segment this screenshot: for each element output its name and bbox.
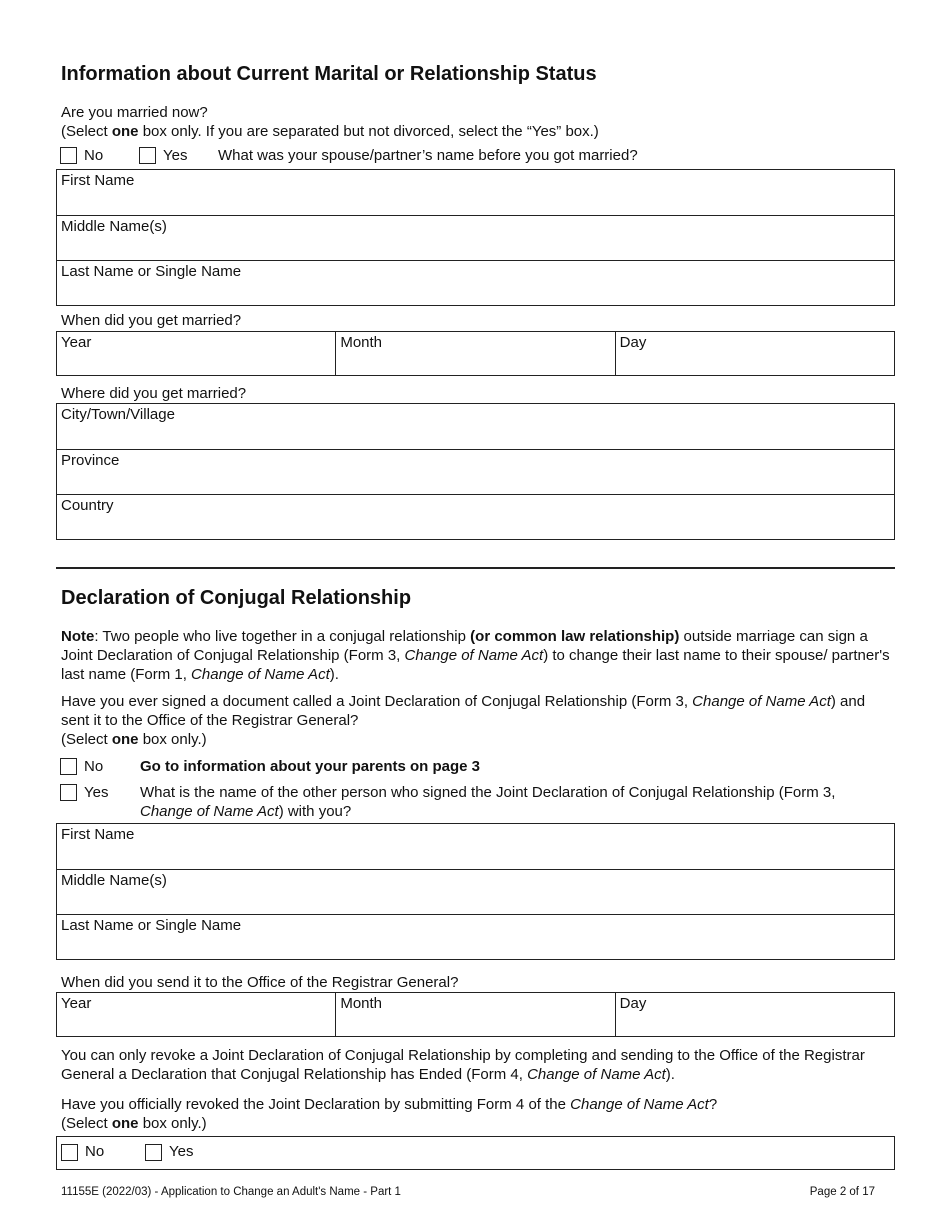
section-divider [56, 567, 895, 569]
marriage-date-question: When did you get married? [61, 312, 242, 329]
joint-declaration-instruction: (Select one box only.) [61, 731, 207, 748]
marriage-country-field[interactable] [57, 494, 894, 539]
send-date-question: When did you send it to the Office of the Registrar General? [61, 974, 459, 991]
field-label: Month [340, 334, 383, 351]
marriage-year-field[interactable] [57, 332, 335, 375]
declaration-no-instruction: Go to information about your parents on page 3 [140, 758, 481, 775]
married-no-checkbox[interactable] [60, 147, 77, 164]
partner-name-fields [56, 823, 895, 960]
married-yes-label: Yes [163, 147, 188, 164]
conjugal-note: Note: Two people who live together in a conjugal relationship (or common law relationship) outside marriage can sign a Joint Declaration of Conjugal Relationship (Form 3, Change of Name Act) to change their last name to their spouse/ partner's last name (Form 1, Change of Name Act). [61, 628, 890, 683]
marriage-day-field[interactable] [615, 332, 894, 375]
declaration-yes-label: Yes [84, 784, 109, 801]
field-label: City/Town/Village [61, 406, 175, 423]
declaration-yes-question: What is the name of the other person who signed the Joint Declaration of Conjugal Relationship (Form 3, Change of Name Act) with you? [140, 784, 836, 820]
field-label: First Name [61, 172, 135, 189]
field-label: Year [61, 995, 92, 1012]
revoked-no-checkbox[interactable] [61, 1144, 78, 1161]
field-label: Country [61, 497, 114, 514]
declaration-no-checkbox[interactable] [60, 758, 77, 775]
send-month-field[interactable] [335, 993, 614, 1036]
send-year-field[interactable] [57, 993, 335, 1036]
revoked-instruction: (Select one box only.) [61, 1115, 207, 1132]
marriage-province-field[interactable] [57, 449, 894, 494]
marriage-month-field[interactable] [335, 332, 614, 375]
field-label: Province [61, 452, 120, 469]
marriage-city-field[interactable] [57, 404, 894, 449]
page-number: Page 2 of 17 [809, 1186, 875, 1198]
partner-middle-name-field[interactable] [57, 869, 894, 914]
revoked-question: Have you officially revoked the Joint Declaration by submitting Form 4 of the Change of Name Act? [61, 1096, 718, 1113]
married-question: Are you married now? [61, 104, 208, 121]
field-label: Middle Name(s) [61, 218, 167, 235]
declaration-no-label: No [84, 758, 104, 775]
form-identifier: 11155E (2022/03) - Application to Change an Adult's Name - Part 1 [61, 1186, 401, 1198]
field-label: Last Name or Single Name [61, 917, 242, 934]
field-label: Day [619, 334, 647, 351]
spouse-name-question: What was your spouse/partner’s name before you got married? [218, 147, 638, 164]
married-instruction: (Select one box only. If you are separated but not divorced, select the “Yes” box.) [61, 123, 599, 140]
conjugal-heading: Declaration of Conjugal Relationship [61, 587, 412, 609]
marriage-place-fields [56, 403, 895, 540]
partner-last-name-field[interactable] [57, 914, 894, 959]
field-label: Day [619, 995, 647, 1012]
marriage-place-question: Where did you get married? [61, 385, 247, 402]
field-label: Year [61, 334, 92, 351]
marriage-date-fields [56, 331, 895, 376]
partner-first-name-field[interactable] [57, 824, 894, 869]
spouse-middle-name-field[interactable] [57, 215, 894, 260]
spouse-last-name-field[interactable] [57, 260, 894, 305]
send-date-fields [56, 992, 895, 1037]
revoke-info: You can only revoke a Joint Declaration of Conjugal Relationship by completing and sending to the Office of the Registrar General a Declaration that Conjugal Relationship has Ended (Form 4, Change of Name Act). [61, 1047, 865, 1083]
married-no-label: No [84, 147, 104, 164]
spouse-name-fields [56, 169, 895, 306]
field-label: Month [340, 995, 383, 1012]
field-label: First Name [61, 826, 135, 843]
marital-heading: Information about Current Marital or Relationship Status [61, 63, 597, 85]
field-label: Last Name or Single Name [61, 263, 242, 280]
joint-declaration-question: Have you ever signed a document called a Joint Declaration of Conjugal Relationship (Form 3, Change of Name Act) and sent it to the Office of the Registrar General? [61, 693, 866, 729]
spouse-first-name-field[interactable] [57, 170, 894, 215]
field-label: Middle Name(s) [61, 872, 167, 889]
revoked-yes-checkbox[interactable] [145, 1144, 162, 1161]
married-yes-checkbox[interactable] [139, 147, 156, 164]
declaration-yes-checkbox[interactable] [60, 784, 77, 801]
revoked-yes-label: Yes [169, 1143, 194, 1160]
send-day-field[interactable] [615, 993, 894, 1036]
revoked-options-box [56, 1136, 895, 1170]
revoked-no-label: No [85, 1143, 105, 1160]
